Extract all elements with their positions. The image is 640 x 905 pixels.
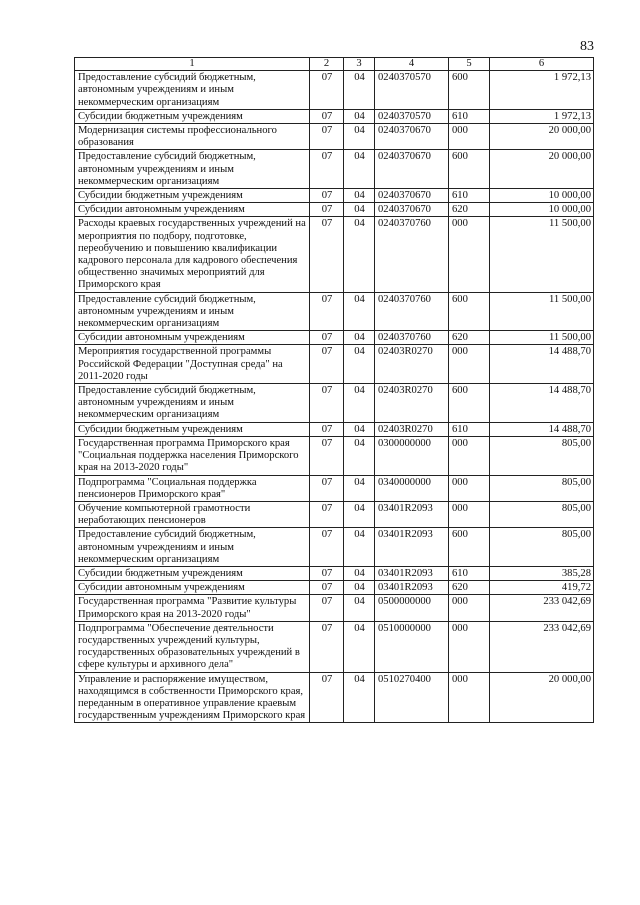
cell-name: Субсидии автономным учреждениям: [75, 331, 310, 345]
cell-c4: 0340000000: [375, 475, 449, 501]
cell-c5: 620: [449, 581, 490, 595]
cell-c2: 07: [310, 621, 344, 672]
table-row: [75, 475, 594, 501]
column-header: 3: [344, 58, 375, 71]
cell-name: Подпрограмма "Социальная поддержка пенсионеров Приморского края": [75, 475, 310, 501]
cell-name: Обучение компьютерной грамотности неработающих пенсионеров: [75, 501, 310, 527]
cell-c4: 0300000000: [375, 436, 449, 475]
cell-c2: 07: [310, 203, 344, 217]
cell-c3: 04: [344, 475, 375, 501]
cell-c4: 03401R2093: [375, 566, 449, 580]
cell-c2: 07: [310, 124, 344, 150]
cell-c6: 20 000,00: [490, 124, 594, 150]
table-row: [75, 581, 594, 595]
cell-c6: 11 500,00: [490, 331, 594, 345]
cell-c6: 805,00: [490, 475, 594, 501]
cell-c3: 04: [344, 331, 375, 345]
cell-c4: 0240370670: [375, 124, 449, 150]
cell-name: Модернизация системы профессионального образования: [75, 124, 310, 150]
cell-c2: 07: [310, 384, 344, 423]
cell-name: Расходы краевых государственных учреждений на мероприятия по подбору, подготовке, переобучению и повышению квалификации кадрового персонала для кадрового обеспечения общественно значимых мероприятий для Приморского края: [75, 217, 310, 292]
cell-c5: 000: [449, 672, 490, 723]
cell-name: Подпрограмма "Обеспечение деятельности государственных учреждений культуры, государственных образовательных учреждений в сфере культуры и архивного дела": [75, 621, 310, 672]
cell-name: Субсидии бюджетным учреждениям: [75, 422, 310, 436]
cell-c2: 07: [310, 595, 344, 621]
cell-c4: 0240370760: [375, 217, 449, 292]
column-header: 4: [375, 58, 449, 71]
cell-c3: 04: [344, 621, 375, 672]
cell-c6: 805,00: [490, 436, 594, 475]
cell-c4: 03401R2093: [375, 581, 449, 595]
cell-c5: 600: [449, 528, 490, 567]
cell-c4: 0240370670: [375, 150, 449, 189]
cell-c2: 07: [310, 501, 344, 527]
cell-c6: 14 488,70: [490, 384, 594, 423]
cell-c2: 07: [310, 581, 344, 595]
table-row: [75, 384, 594, 423]
table-row: [75, 71, 594, 110]
cell-name: Субсидии бюджетным учреждениям: [75, 189, 310, 203]
table-row: [75, 621, 594, 672]
cell-c2: 07: [310, 217, 344, 292]
cell-c5: 600: [449, 292, 490, 331]
cell-name: Предоставление субсидий бюджетным, автономным учреждениям и иным некоммерческим организациям: [75, 71, 310, 110]
cell-c5: 600: [449, 384, 490, 423]
cell-c2: 07: [310, 528, 344, 567]
cell-c6: 11 500,00: [490, 292, 594, 331]
table-row: [75, 345, 594, 384]
cell-c5: 610: [449, 422, 490, 436]
cell-c6: 233 042,69: [490, 595, 594, 621]
cell-c5: 000: [449, 475, 490, 501]
cell-c6: 14 488,70: [490, 422, 594, 436]
cell-c2: 07: [310, 331, 344, 345]
cell-name: Предоставление субсидий бюджетным, автономным учреждениям и иным некоммерческим организациям: [75, 150, 310, 189]
table-row: [75, 422, 594, 436]
budget-table: [74, 57, 594, 723]
cell-name: Мероприятия государственной программы Российской Федерации "Доступная среда" на 2011-2020 годы: [75, 345, 310, 384]
cell-c2: 07: [310, 150, 344, 189]
cell-c6: 10 000,00: [490, 203, 594, 217]
cell-c2: 07: [310, 292, 344, 331]
cell-c6: 805,00: [490, 528, 594, 567]
cell-c6: 20 000,00: [490, 150, 594, 189]
table-row: [75, 292, 594, 331]
cell-c3: 04: [344, 672, 375, 723]
cell-c5: 000: [449, 621, 490, 672]
cell-c2: 07: [310, 71, 344, 110]
table-row: [75, 595, 594, 621]
cell-c3: 04: [344, 345, 375, 384]
column-header: 1: [75, 58, 310, 71]
cell-c2: 07: [310, 189, 344, 203]
cell-name: Субсидии бюджетным учреждениям: [75, 109, 310, 123]
cell-name: Государственная программа "Развитие культуры Приморского края на 2013-2020 годы": [75, 595, 310, 621]
cell-name: Субсидии автономным учреждениям: [75, 581, 310, 595]
cell-c3: 04: [344, 566, 375, 580]
cell-c2: 07: [310, 345, 344, 384]
cell-c3: 04: [344, 124, 375, 150]
cell-c5: 610: [449, 189, 490, 203]
cell-c2: 07: [310, 475, 344, 501]
cell-c4: 03401R2093: [375, 528, 449, 567]
table-row: [75, 150, 594, 189]
column-header: 2: [310, 58, 344, 71]
cell-c4: 0240370760: [375, 292, 449, 331]
cell-c4: 0500000000: [375, 595, 449, 621]
cell-c6: 1 972,13: [490, 109, 594, 123]
cell-c3: 04: [344, 203, 375, 217]
table-row: [75, 189, 594, 203]
cell-c3: 04: [344, 71, 375, 110]
cell-name: Субсидии автономным учреждениям: [75, 203, 310, 217]
cell-c4: 03401R2093: [375, 501, 449, 527]
table-row: [75, 436, 594, 475]
cell-c5: 600: [449, 71, 490, 110]
cell-c6: 385,28: [490, 566, 594, 580]
cell-c2: 07: [310, 109, 344, 123]
cell-c5: 000: [449, 124, 490, 150]
cell-c6: 20 000,00: [490, 672, 594, 723]
cell-c6: 419,72: [490, 581, 594, 595]
cell-c4: 02403R0270: [375, 422, 449, 436]
cell-name: Предоставление субсидий бюджетным, автономным учреждениям и иным некоммерческим организациям: [75, 384, 310, 423]
cell-c4: 0510270400: [375, 672, 449, 723]
cell-c3: 04: [344, 501, 375, 527]
table-row: [75, 528, 594, 567]
table-row: [75, 109, 594, 123]
cell-c6: 11 500,00: [490, 217, 594, 292]
table-header-row: [75, 58, 594, 71]
cell-c3: 04: [344, 528, 375, 567]
cell-c4: 02403R0270: [375, 384, 449, 423]
cell-c3: 04: [344, 581, 375, 595]
cell-c6: 14 488,70: [490, 345, 594, 384]
cell-c5: 610: [449, 109, 490, 123]
table-row: [75, 501, 594, 527]
cell-c4: 02403R0270: [375, 345, 449, 384]
cell-c3: 04: [344, 150, 375, 189]
cell-c5: 000: [449, 217, 490, 292]
cell-c6: 805,00: [490, 501, 594, 527]
cell-name: Государственная программа Приморского края "Социальная поддержка населения Приморского края на 2013-2020 годы": [75, 436, 310, 475]
cell-c6: 1 972,13: [490, 71, 594, 110]
table-row: [75, 217, 594, 292]
cell-c2: 07: [310, 422, 344, 436]
cell-c3: 04: [344, 436, 375, 475]
cell-c3: 04: [344, 595, 375, 621]
cell-c3: 04: [344, 109, 375, 123]
page-number: 83: [580, 39, 594, 54]
table-row: [75, 203, 594, 217]
table-row: [75, 672, 594, 723]
cell-c4: 0240370570: [375, 109, 449, 123]
table-row: [75, 331, 594, 345]
column-header: 6: [490, 58, 594, 71]
cell-name: Предоставление субсидий бюджетным, автономным учреждениям и иным некоммерческим организациям: [75, 528, 310, 567]
cell-c3: 04: [344, 189, 375, 203]
cell-c4: 0240370570: [375, 71, 449, 110]
cell-c6: 10 000,00: [490, 189, 594, 203]
cell-c4: 0240370670: [375, 189, 449, 203]
cell-name: Субсидии бюджетным учреждениям: [75, 566, 310, 580]
cell-c5: 610: [449, 566, 490, 580]
cell-c5: 000: [449, 345, 490, 384]
cell-c5: 000: [449, 595, 490, 621]
cell-c3: 04: [344, 384, 375, 423]
cell-c4: 0240370760: [375, 331, 449, 345]
cell-c2: 07: [310, 566, 344, 580]
cell-name: Предоставление субсидий бюджетным, автономным учреждениям и иным некоммерческим организациям: [75, 292, 310, 331]
cell-c5: 000: [449, 436, 490, 475]
cell-c6: 233 042,69: [490, 621, 594, 672]
cell-c3: 04: [344, 422, 375, 436]
column-header: 5: [449, 58, 490, 71]
cell-c5: 000: [449, 501, 490, 527]
cell-c5: 620: [449, 331, 490, 345]
cell-name: Управление и распоряжение имуществом, находящимся в собственности Приморского края, переданным в оперативное управление краевым государственным учреждениям Приморского края: [75, 672, 310, 723]
cell-c3: 04: [344, 292, 375, 331]
cell-c4: 0510000000: [375, 621, 449, 672]
cell-c4: 0240370670: [375, 203, 449, 217]
cell-c2: 07: [310, 436, 344, 475]
cell-c5: 620: [449, 203, 490, 217]
table-row: [75, 566, 594, 580]
cell-c5: 600: [449, 150, 490, 189]
table-row: [75, 124, 594, 150]
cell-c2: 07: [310, 672, 344, 723]
cell-c3: 04: [344, 217, 375, 292]
